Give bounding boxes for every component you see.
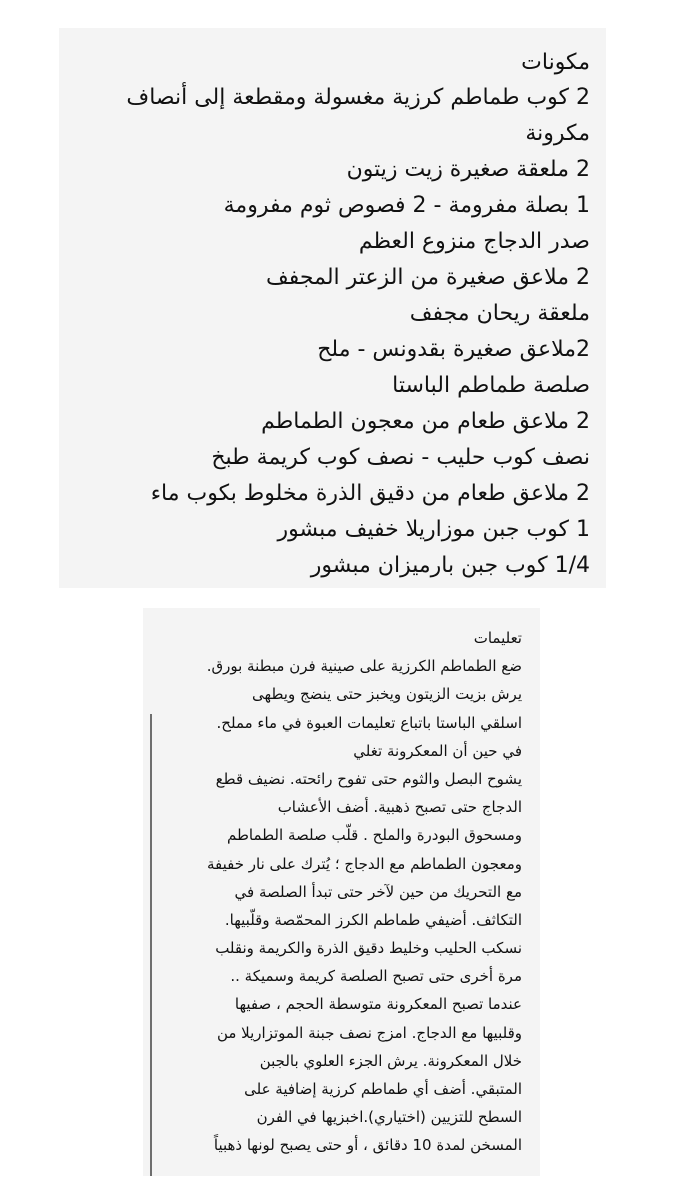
instruction-line: مع التحريك من حين لآخر حتى تبدأ الصلصة في [234,882,522,901]
ingredient-line: 2 كوب طماطم كرزية مغسولة ومقطعة إلى أنصاف [126,85,590,110]
ingredient-line: صدر الدجاج منزوع العظم [358,229,590,254]
instruction-line: الدجاج حتى تصبح ذهبية. أضف الأعشاب [277,798,522,817]
ingredient-line: صلصة طماطم الباستا [392,373,590,398]
instruction-line: عندما تصبح المعكرونة متوسطة الحجم ، صفيها [234,995,522,1014]
ingredient-line: نصف كوب حليب - نصف كوب كريمة طبخ [211,445,590,470]
instruction-line: المسخن لمدة 10 دقائق ، أو حتى يصبح لونها ذهبياً [213,1136,522,1155]
ingredient-line: 2 ملاعق طعام من دقيق الذرة مخلوط بكوب ماء [150,481,590,506]
instruction-line: ضع الطماطم الكرزية على صينية فرن مبطنة بورق. [206,657,522,676]
instruction-line: التكاثف. أضيفي طماطم الكرز المحمّصة وقلّبيها. [224,910,522,929]
instruction-line: السطح للتزيين (اختياري).اخبزيها في الفرن [256,1108,522,1127]
instruction-line: نسكب الحليب وخليط دقيق الذرة والكريمة ونقلب [215,939,522,958]
instruction-line: وقلبيها مع الدجاج. امزج نصف جبنة الموتزاريلا من [216,1023,522,1042]
text-selection-scrollbar[interactable] [150,714,152,1176]
instruction-line: في حين أن المعكرونة تغلي [353,741,522,760]
instructions-heading: تعليمات [473,629,522,647]
ingredient-line: مكرونة [525,121,590,146]
ingredient-line: 2ملاعق صغيرة بقدونس - ملح [317,337,590,362]
ingredient-line: 1 بصلة مفرومة - 2 فصوص ثوم مفرومة [223,193,590,218]
instruction-line: اسلقي الباستا باتباع تعليمات العبوة في ماء مملح. [216,713,522,732]
ingredients-card [59,28,606,588]
ingredient-line: 1 كوب جبن موزاريلا خفيف مبشور [277,517,590,542]
instructions-card [143,608,540,1176]
instruction-line: ومعجون الطماطم مع الدجاج ؛ يُترك على نار خفيفة [207,854,522,873]
instruction-line: المتبقي. أضف أي طماطم كرزية إضافية على [244,1080,522,1098]
ingredients-heading: مكونات [521,50,590,75]
instruction-line: يرش بزيت الزيتون ويخبز حتى ينضج ويطهى [252,685,522,704]
ingredient-line: 1/4 كوب جبن بارميزان مبشور [310,553,590,578]
ingredient-line: 2 ملاعق طعام من معجون الطماطم [261,409,590,434]
ingredient-line: ملعقة ريحان مجفف [409,301,590,326]
instruction-line: مرة أخرى حتى تصبح الصلصة كريمة وسميكة .. [230,967,522,986]
ingredient-line: 2 ملاعق صغيرة من الزعتر المجفف [266,265,590,290]
instruction-line: ومسحوق البودرة والملح . قلّب صلصة الطماطم [226,826,522,845]
instruction-line: خلال المعكرونة. يرش الجزء العلوي بالجبن [259,1051,522,1070]
ingredient-line: 2 ملعقة صغيرة زيت زيتون [346,157,590,182]
instruction-line: يشوح البصل والثوم حتى تفوح رائحته. نضيف قطع [215,769,522,788]
